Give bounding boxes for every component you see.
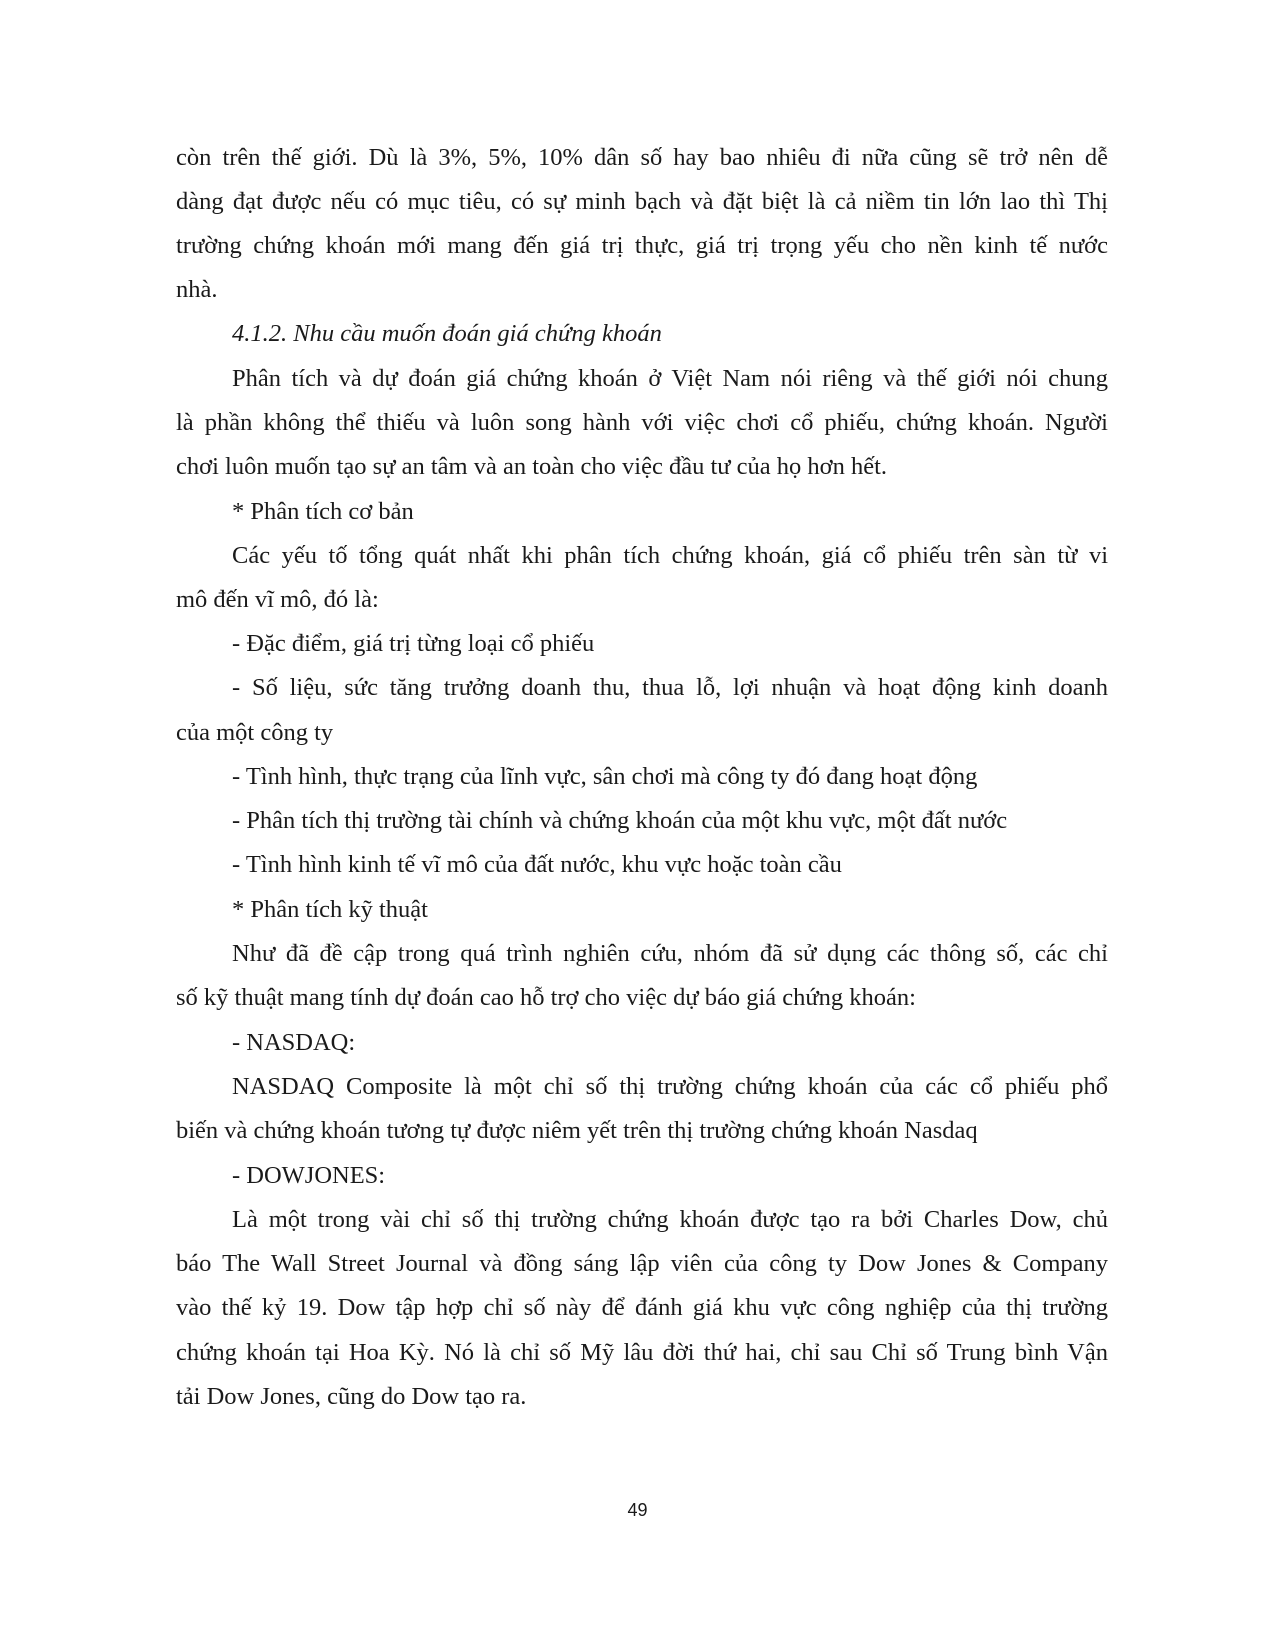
paragraph-line: nhà. — [176, 276, 218, 303]
paragraph-line: chơi luôn muốn tạo sự an tâm và an toàn cho việc đầu tư của họ hơn hết. — [176, 453, 888, 480]
list-item: - Phân tích thị trường tài chính và chứng khoán của một khu vực, một đất nước — [232, 807, 1008, 834]
paragraph-line: biến và chứng khoán tương tự được niêm yết trên thị trường chứng khoán Nasdaq — [176, 1117, 978, 1144]
paragraph-line: còn trên thế giới. Dù là 3%, 5%, 10% dân số hay bao nhiêu đi nữa cũng sẽ trở nên dễ — [176, 144, 1108, 171]
list-item: - Tình hình, thực trạng của lĩnh vực, sân chơi mà công ty đó đang hoạt động — [232, 763, 978, 790]
paragraph-line: là phần không thể thiếu và luôn song hành với việc chơi cổ phiếu, chứng khoán. Người — [176, 409, 1108, 436]
page-number: 49 — [627, 1500, 648, 1520]
subsection-label: * Phân tích kỹ thuật — [232, 896, 428, 923]
list-item: - Tình hình kinh tế vĩ mô của đất nước, khu vực hoặc toàn cầu — [232, 851, 842, 878]
paragraph-line: Là một trong vài chỉ số thị trường chứng khoán được tạo ra bởi Charles Dow, chủ — [232, 1206, 1108, 1233]
paragraph-line: số kỹ thuật mang tính dự đoán cao hỗ trợ cho việc dự báo giá chứng khoán: — [176, 984, 916, 1011]
paragraph-line: Như đã đề cập trong quá trình nghiên cứu, nhóm đã sử dụng các thông số, các chỉ — [232, 940, 1108, 967]
list-item: - NASDAQ: — [232, 1029, 356, 1056]
list-item: - Đặc điểm, giá trị từng loại cổ phiếu — [232, 630, 595, 657]
section-heading: 4.1.2. Nhu cầu muốn đoán giá chứng khoán — [232, 320, 662, 347]
paragraph-line: trường chứng khoán mới mang đến giá trị thực, giá trị trọng yếu cho nền kinh tế nước — [176, 232, 1108, 259]
paragraph-line: tải Dow Jones, cũng do Dow tạo ra. — [176, 1383, 527, 1410]
paragraph-line: vào thế kỷ 19. Dow tập hợp chỉ số này để đánh giá khu vực công nghiệp của thị trường — [176, 1294, 1108, 1321]
paragraph-line: Phân tích và dự đoán giá chứng khoán ở Việt Nam nói riêng và thế giới nói chung — [232, 365, 1108, 392]
list-item-continuation: của một công ty — [176, 719, 334, 746]
list-item: - Số liệu, sức tăng trưởng doanh thu, thua lỗ, lợi nhuận và hoạt động kinh doanh — [232, 674, 1108, 701]
paragraph-line: mô đến vĩ mô, đó là: — [176, 586, 379, 613]
list-item: - DOWJONES: — [232, 1162, 386, 1189]
paragraph-line: dàng đạt được nếu có mục tiêu, có sự minh bạch và đặt biệt là cả niềm tin lớn lao thì Thị — [176, 188, 1108, 215]
subsection-label: * Phân tích cơ bản — [232, 498, 414, 525]
paragraph-line: Các yếu tố tổng quát nhất khi phân tích chứng khoán, giá cổ phiếu trên sàn từ vi — [232, 542, 1108, 569]
paragraph-line: NASDAQ Composite là một chỉ số thị trường chứng khoán của các cổ phiếu phổ — [232, 1073, 1108, 1100]
paragraph-line: báo The Wall Street Journal và đồng sáng lập viên của công ty Dow Jones & Company — [176, 1250, 1108, 1277]
paragraph-line: chứng khoán tại Hoa Kỳ. Nó là chỉ số Mỹ lâu đời thứ hai, chỉ sau Chỉ số Trung bình Vận — [176, 1339, 1108, 1366]
